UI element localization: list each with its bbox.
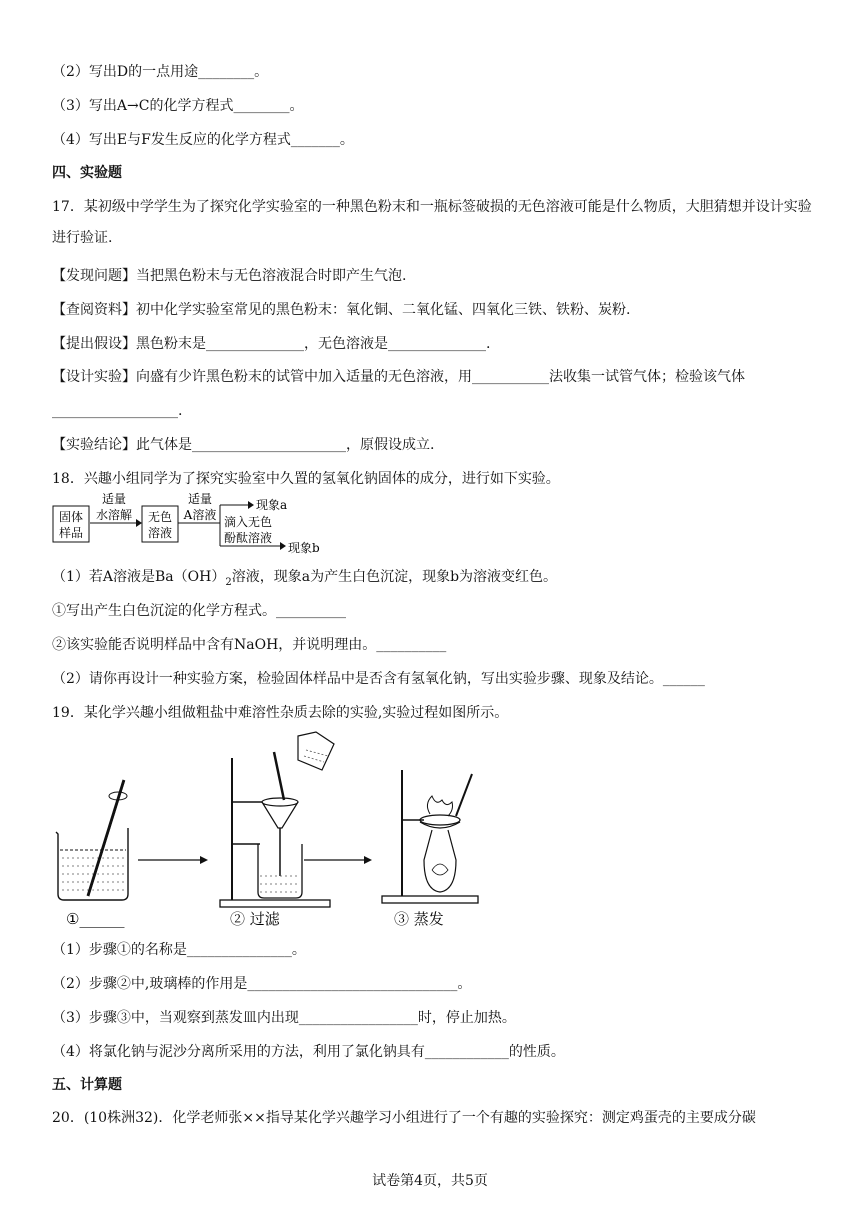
- step1-caption: ①______: [66, 910, 125, 928]
- q19-apparatus-illustration: [52, 730, 492, 930]
- q18-flowchart: [52, 490, 352, 560]
- arrow-head-icon: [200, 856, 208, 864]
- arrow-head-icon: [364, 856, 372, 864]
- q17-discover: 【发现问题】当把黑色粉末与无色溶液混合时即产生气泡.: [52, 268, 407, 284]
- flow-arrow1-top: 适量: [101, 492, 127, 506]
- q18-part1-subscript: 2: [225, 576, 232, 588]
- flow-result-b: 现象b: [288, 541, 320, 555]
- q17-lookup: 【查阅资料】初中化学实验室常见的黑色粉末：氧化铜、二氧化锰、四氧化三铁、铁粉、炭粉.: [52, 302, 631, 318]
- flow-drop-text2: 酚酞溶液: [224, 531, 273, 545]
- q18-part1: [52, 567, 557, 593]
- q16-part2: （2）写出D的一点用途________。: [52, 64, 269, 80]
- q16-part3: （3）写出A→C的化学方程式________。: [52, 98, 304, 114]
- q16-part4: （4）写出E与F发生反应的化学方程式_______。: [52, 132, 354, 148]
- step3-caption: ③ 蒸发: [394, 910, 444, 928]
- flow-box2-text1: 无色: [147, 510, 173, 524]
- q18-part1-text-a: （1）若A溶液是Ba（OH）: [52, 569, 226, 585]
- q19-part1: （1）步骤①的名称是_______________。: [52, 942, 306, 958]
- q17-design-line2: __________________.: [52, 403, 183, 419]
- evaporation-stand-icon: [382, 770, 478, 903]
- q18-intro: 18．兴趣小组同学为了探究实验室中久置的氢氧化钠固体的成分，进行如下实验。: [52, 471, 560, 487]
- flow-arrow1-bottom: 水溶解: [95, 508, 133, 522]
- filtration-stand-icon: [220, 732, 334, 907]
- q17-intro: 17．某初级中学学生为了探究化学实验室的一种黑色粉末和一瓶标签破损的无色溶液可能是什么物质，大胆猜想并设计实验进行验证.: [52, 199, 812, 246]
- flow-box1-text2: 样品: [58, 526, 84, 540]
- arrow-head-icon: [136, 519, 142, 527]
- q17-conclusion: 【实验结论】此气体是______________________，原假设成立.: [52, 437, 435, 453]
- flow-box2-text2: 溶液: [147, 526, 173, 540]
- q19-intro: 19．某化学兴趣小组做粗盐中难溶性杂质去除的实验,实验过程如图所示。: [52, 705, 509, 721]
- flow-arrow2-bottom: A溶液: [183, 508, 217, 522]
- dissolving-beaker-icon: [56, 780, 128, 900]
- q18-part2: （2）请你再设计一种实验方案，检验固体样品中是否含有氢氧化钠，写出实验步骤、现象及结论。______: [52, 671, 705, 687]
- q18-part1-text-b: 溶液，现象a为产生白色沉淀，现象b为溶液变红色。: [231, 569, 558, 585]
- q19-part4: （4）将氯化钠与泥沙分离所采用的方法，利用了氯化钠具有____________的性质。: [52, 1044, 565, 1060]
- q19-part3: （3）步骤③中，当观察到蒸发皿内出现_________________时，停止加热。: [52, 1010, 516, 1026]
- arrow-head-icon: [248, 501, 254, 509]
- q18-part1-2: ②该实验能否说明样品中含有NaOH，并说明理由。__________: [52, 637, 447, 653]
- flow-result-a: 现象a: [256, 498, 288, 512]
- q17-hypothesis: 【提出假设】黑色粉末是______________，无色溶液是______________.: [52, 336, 491, 352]
- flow-drop-text1: 滴入无色: [224, 515, 273, 529]
- step2-caption: ② 过滤: [230, 910, 280, 928]
- flow-box1-text1: 固体: [58, 510, 84, 524]
- q19-part2: （2）步骤②中,玻璃棒的作用是______________________________。: [52, 976, 472, 992]
- q17-design-line1: 【设计实验】向盛有少许黑色粉末的试管中加入适量的无色溶液，用___________法收集一试管气体；检验该气体: [52, 369, 745, 385]
- flow-arrow2-top: 适量: [187, 492, 213, 506]
- section-heading-calculation: 五、计算题: [52, 1077, 122, 1093]
- page-footer: 试卷第4页，共5页: [372, 1173, 488, 1189]
- section-heading-experiment: 四、实验题: [52, 165, 122, 181]
- arrow-head-icon: [280, 542, 286, 550]
- q20-intro: 20．(10株洲32)．化学老师张××指导某化学兴趣学习小组进行了一个有趣的实验探究：测定鸡蛋壳的主要成分碳: [52, 1110, 756, 1126]
- q18-part1-1: ①写出产生白色沉淀的化学方程式。__________: [52, 603, 346, 619]
